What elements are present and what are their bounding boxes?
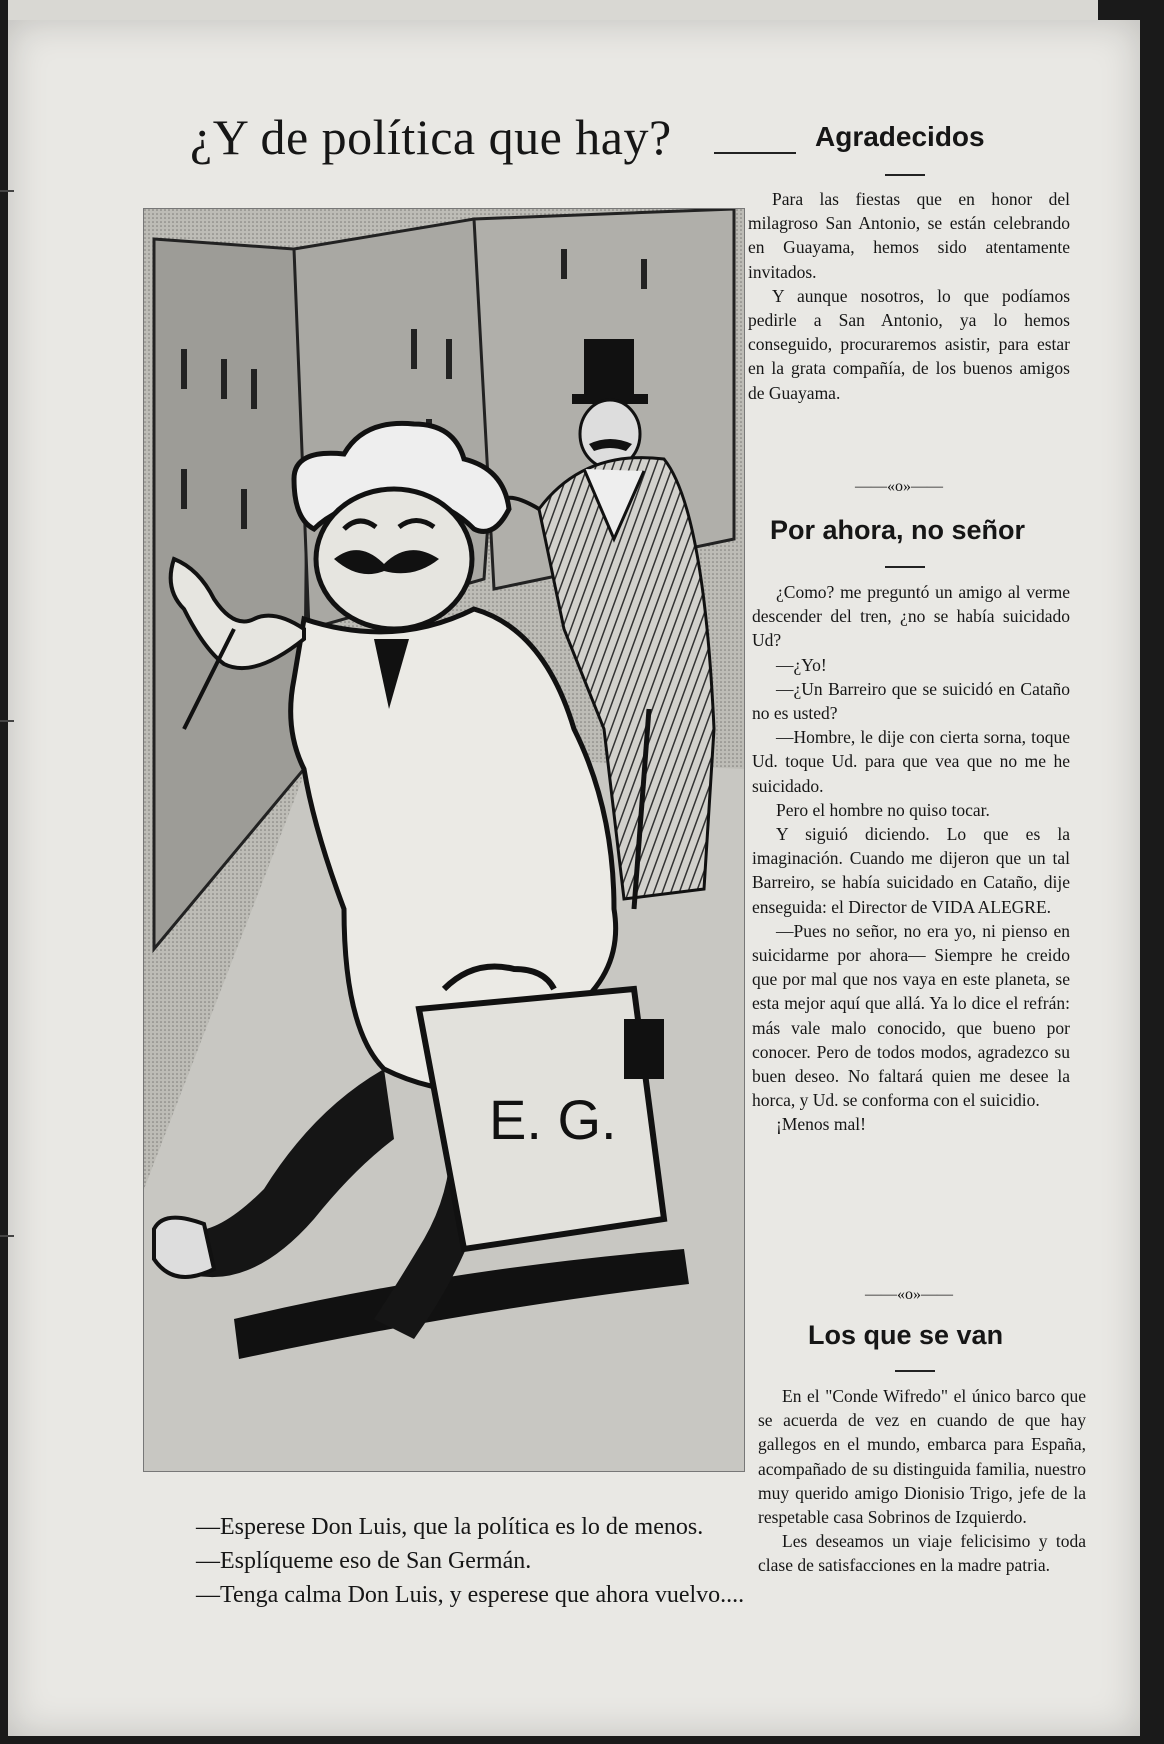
- paragraph: Pero el hombre no quiso tocar.: [776, 799, 990, 820]
- margin-mark: [0, 190, 14, 192]
- margin-mark: [0, 720, 14, 722]
- cartoon-illustration: [143, 208, 745, 1472]
- page-title: ¿Y de política que hay?: [190, 109, 672, 165]
- divider: [885, 174, 925, 176]
- separator-ornament: ——«o»——: [855, 478, 943, 495]
- cartoon-caption: [148, 1510, 748, 1612]
- suitcase-initials: E. G.: [489, 1088, 617, 1151]
- paragraph: En el "Conde Wifredo" el único barco que se acuerda de vez en cuando de que hay gallegos en el mundo, embarca para España, acompañado de su distinguida familia, nuestro muy querido amigo Dionisio Trigo, jefe de la respetable casa Sobrinos de Izquierdo.: [758, 1386, 1086, 1528]
- separator-ornament: ——«o»——: [865, 1286, 953, 1303]
- article-por-ahora: [752, 580, 1070, 1137]
- paragraph: ¿Como? me preguntó un amigo al verme descender del tren, ¿no se había suicidado Ud?: [752, 582, 1070, 651]
- paragraph: ¡Menos mal!: [776, 1114, 866, 1135]
- paragraph: —¿Un Barreiro que se suicidó en Cataño no es usted?: [752, 678, 1070, 724]
- divider: [885, 566, 925, 568]
- paragraph: Y aunque nosotros, lo que podíamos pedirle a San Antonio, ya lo hemos conseguido, procuraremos asistir, para estar en la grata compañía, de los buenos amigos de Guayama.: [748, 285, 1070, 403]
- paragraph: —¿Yo!: [776, 654, 827, 675]
- article-agradecidos: [748, 187, 1070, 405]
- heading-agradecidos: Agradecidos: [815, 121, 985, 152]
- caption-line: —Tenga calma Don Luis, y esperese que ahora vuelvo....: [196, 1582, 745, 1608]
- paragraph: Para las fiestas que en honor del milagroso San Antonio, se están celebrando en Guayama, hemos sido atentamente invitados.: [748, 189, 1070, 282]
- paragraph: Les deseamos un viaje felicisimo y toda clase de satisfacciones en la madre patria.: [758, 1531, 1086, 1576]
- caption-line: —Esplíqueme eso de San Germán.: [196, 1548, 532, 1574]
- heading-los-que-se-van: Los que se van: [808, 1320, 1004, 1350]
- page-top-edge: [8, 0, 1098, 22]
- heading-por-ahora: Por ahora, no señor: [770, 515, 1026, 545]
- divider: [895, 1370, 935, 1372]
- margin-mark: [0, 1235, 14, 1237]
- paragraph: —Pues no señor, no era yo, ni pienso en suicidarme por ahora— Siempre he creido que por mal que nos vaya en este planeta, se esta mejor aquí que allá. Ya lo dice el refrán: más vale malo conocido, que bueno por conocer. Pero de todos modos, agradezco su buen deseo. No faltará quien me desee la horca, y Ud. se conforma con el suicidio.: [752, 920, 1070, 1111]
- caption-line: —Esperese Don Luis, que la política es lo de menos.: [196, 1514, 704, 1540]
- article-los-que-se-van: [758, 1384, 1086, 1578]
- paragraph: —Hombre, le dije con cierta sorna, toque Ud. toque Ud. para que vea que no me he suicidado.: [752, 727, 1070, 796]
- heading-rule: [714, 152, 796, 154]
- paragraph: Y siguió diciendo. Lo que es la imaginación. Cuando me dijeron que un tal Barreiro, se había suicidado en Cataño, dije enseguida: el Director de VIDA ALEGRE.: [752, 824, 1070, 917]
